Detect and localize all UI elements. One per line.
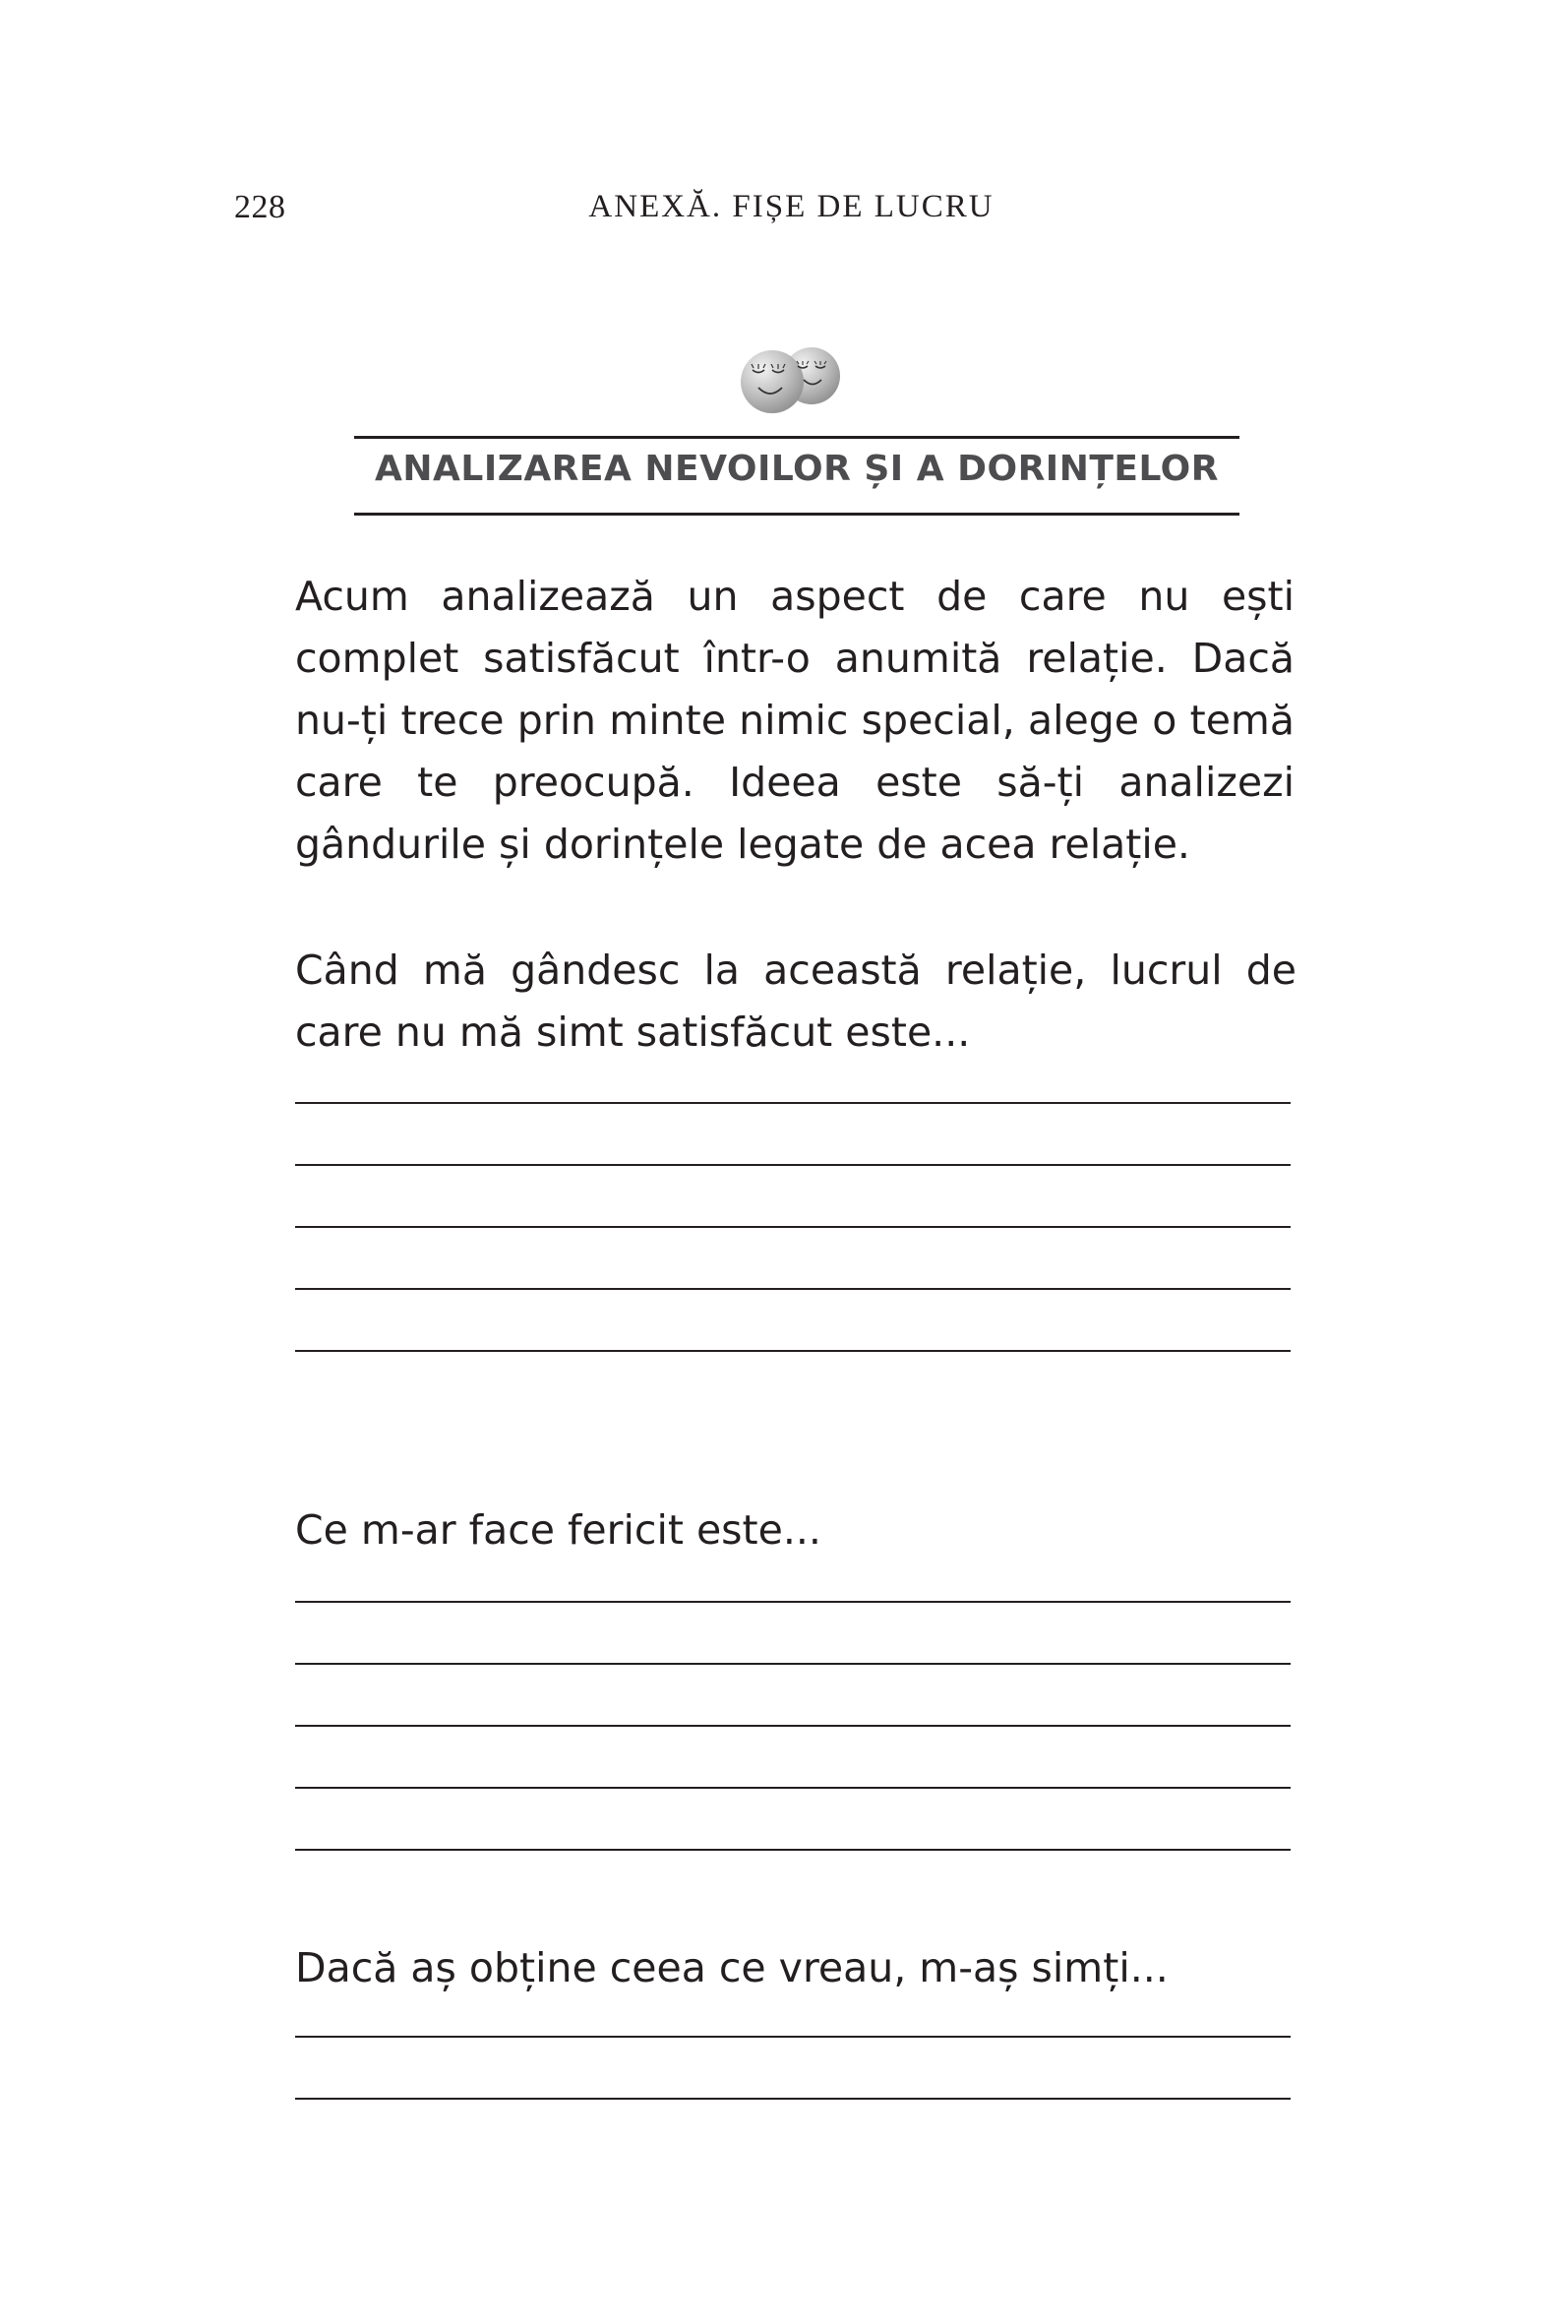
- answer-line[interactable]: [295, 1350, 1291, 1352]
- prompt-dissatisfaction: Când mă gândesc la această relație, lucrul de care nu mă simt satisfăcut este...: [295, 947, 1297, 1056]
- answer-line[interactable]: [295, 1102, 1291, 1104]
- answer-line[interactable]: [295, 1787, 1291, 1789]
- intro-paragraph: Acum analizează un aspect de care nu ești complet satisfăcut într-o anumită relație. Dacă nu-ți trece prin minte nimic special, alege o temă care te preocupă. Ideea este să-ți analizezi gândurile și dorințele legate de acea relație.: [295, 573, 1295, 868]
- answer-line[interactable]: [295, 2036, 1291, 2038]
- title-rule-bottom: [354, 513, 1239, 516]
- answer-line[interactable]: [295, 1725, 1291, 1727]
- answer-line[interactable]: [295, 1164, 1291, 1166]
- answer-line[interactable]: [295, 1601, 1291, 1603]
- running-head: ANEXĂ. FIȘE DE LUCRU: [588, 189, 995, 224]
- answer-line[interactable]: [295, 1663, 1291, 1665]
- section-title: ANALIZAREA NEVOILOR ȘI A DORINȚELOR: [375, 449, 1219, 489]
- answer-line[interactable]: [295, 1288, 1291, 1290]
- answer-line[interactable]: [295, 1849, 1291, 1851]
- answer-line[interactable]: [295, 1226, 1291, 1228]
- prompt-happiness: Ce m-ar face fericit este...: [295, 1506, 821, 1554]
- title-rule-top: [354, 436, 1239, 439]
- page-number: 228: [234, 189, 286, 225]
- answer-line[interactable]: [295, 2098, 1291, 2100]
- prompt-feeling: Dacă aș obține ceea ce vreau, m-aș simți...: [295, 1944, 1169, 1991]
- two-smiling-faces-icon: [733, 344, 846, 415]
